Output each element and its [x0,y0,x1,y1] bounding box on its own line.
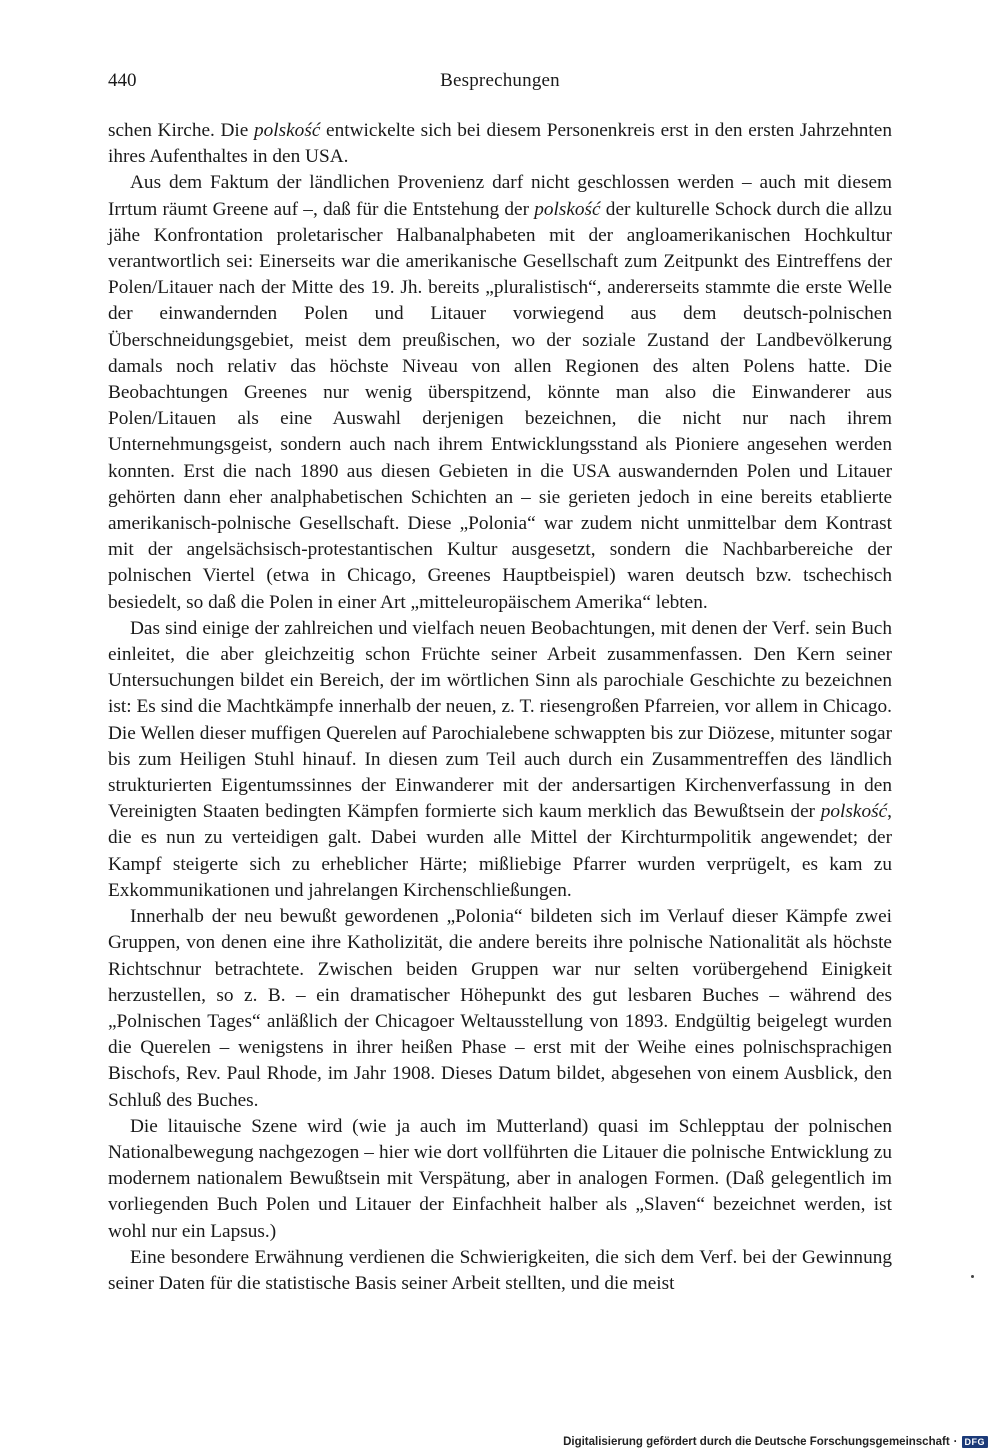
text-segment: schen Kirche. Die [108,120,254,141]
text-segment: entwickelte sich bei diesem Personenkreis erst in den ersten Jahrzehnten ihres Aufenthaltes in den USA. [108,120,892,168]
article-body [108,118,892,1297]
paragraph [108,170,892,615]
running-title: Besprechungen [440,70,560,91]
text-segment: der kulturelle Schock durch die allzu jähe Konfrontation proletarischer Halbanalphabeten mit der angloamerikanischen Hochkultur verantwortlich sei: Einerseits war die amerikanische Gesellschaft zum Zeitpunkt des Eintreffens der Polen/Litauer nach der Mitte des 19. Jh. bereits „pluralistisch“, andererseits stammte die erste Welle der einwandernden Polen und Litauer vorwiegend aus dem deutsch-polnischen Überschneidungsgebiet, meist dem preußischen, wo der soziale Zustand der Landbevölkerung damals noch relativ das höchste Niveau von allen Regionen des alten Polens hatte. Die Beobachtungen Greenes nur wenig überspitzend, könnte man also die Einwanderer aus Polen/Litauen als eine Auswahl derjenigen bezeichnen, die nicht nur nach ihrem Unternehmungsgeist, sondern auch nach ihrem Entwicklungsstand als Pioniere angesehen werden konnten. Erst die nach 1890 aus diesen Gebieten in die USA auswandernden Polen und Litauer gehörten dann eher analphabetischen Schichten an – sie gerieten jedoch in eine bereits etablierte amerikanisch-polnische Gesellschaft. Diese „Polonia“ war zudem nicht unmittelbar dem Kontrast mit der angelsächsisch-protestantischen Kultur ausgesetzt, sondern die Nachbarbereiche der polnischen Viertel (etwa in Chicago, Greenes Hauptbeispiel) waren deutsch bzw. tschechisch besiedelt, so daß die Polen in einer Art „mitteleuropäischem Amerika“ lebten. [108,198,892,613]
dfg-logo-icon: DFG [962,1436,989,1448]
text-segment: Das sind einige der zahlreichen und vielfach neuen Beobachtungen, mit denen der Verf. sein Buch einleitet, die aber gleichzeitig schon Früchte seiner Arbeit zusammenfassen. Den Kern seiner Untersuchungen bildet ein Bereich, der im wörtlichen Sinn als parochiale Geschichte zu bezeichnen ist: Es sind die Machtkämpfe innerhalb der neuen, z. T. riesengroßen Pfarreien, vor allem in Chicago. Die Wellen dieser muffigen Querelen auf Parochialebene schwappten bis zur Diözese, mitunter sogar bis zum Heiligen Stuhl hinauf. In diesen zum Teil auch durch ein Zusammentreffen des ländlich strukturierten Eigentumssinnes der Einwanderer mit der andersartigen Kirchenverfassung in den Vereinigten Staaten bedingten Kämpfen formierte sich kaum merklich das Bewußtsein der [108,617,892,823]
italic-term: polskość [534,198,601,220]
paragraph [108,1245,892,1297]
paragraph [108,118,892,170]
paragraph [108,904,892,1114]
text-segment: , die es nun zu verteidigen galt. Dabei wurden alle Mittel der Kirchturmpolitik angewendet; der Kampf steigerte sich zu erheblicher Härte; mißliebige Pfarrer wurden verprügelt, es kam zu Exkommunikationen und jahrelangen Kirchenschließungen. [108,801,892,901]
text-segment: Eine besondere Erwähnung verdienen die Schwierigkeiten, die sich dem Verf. bei der Gewinnung seiner Daten für die statistische Basis seiner Arbeit stellten, und die meist [108,1246,892,1294]
italic-term: polskość [820,801,888,823]
text-segment: Innerhalb der neu bewußt gewordenen „Polonia“ bildeten sich im Verlauf dieser Kämpfe zwei Gruppen, von denen eine ihre Katholizität, die andere bereits ihre polnische Nationalität als höchste Richtschnur betrachtete. Zwischen beiden Gruppen war nur selten vorübergehend Einigkeit herzustellen, so z. B. – ein dramatischer Höhepunkt des gut lesbaren Buches – während des „Polnischen Tages“ anläßlich der Chicagoer Weltausstellung von 1893. Endgültig beigelegt wurden die Querelen – wenigstens in ihrer heißen Phase – erst mit der Weihe eines polnischsprachigen Bischofs, Rev. Paul Rhode, im Jahr 1908. Dieses Datum bildet, abgesehen von einem Ausblick, den Schluß des Buches. [108,906,892,1111]
margin-mark [971,1275,974,1278]
credit-text: Digitalisierung gefördert durch die Deutsche Forschungsgemeinschaft [563,1436,950,1448]
text-segment: Die litauische Szene wird (wie ja auch im Mutterland) quasi im Schlepptau der polnischen Nationalbewegung nachgezogen – hier wie dort vollführten die Litauer die polnische Entwicklung zu modernem nationalem Bewußtsein mit Verspätung, aber in analogen Formen. (Daß gelegentlich im vorliegenden Buch Polen und Litauer der Einfachheit halber als „Slaven“ bezeichnet werden, ist wohl nur ein Lapsus.) [108,1115,892,1242]
paragraph [108,1114,892,1245]
page-number: 440 [108,70,137,91]
page-header [108,70,892,100]
digitization-credit: Digitalisierung gefördert durch die Deutsche Forschungsgemeinschaft · DFG [563,1436,988,1448]
paragraph [108,616,892,904]
text-segment: Aus dem Faktum der ländlichen Provenienz darf nicht geschlossen werden – auch mit diesem Irrtum räumt Greene auf –, daß für die Entstehung der [108,172,892,220]
italic-term: polskość [253,120,321,141]
